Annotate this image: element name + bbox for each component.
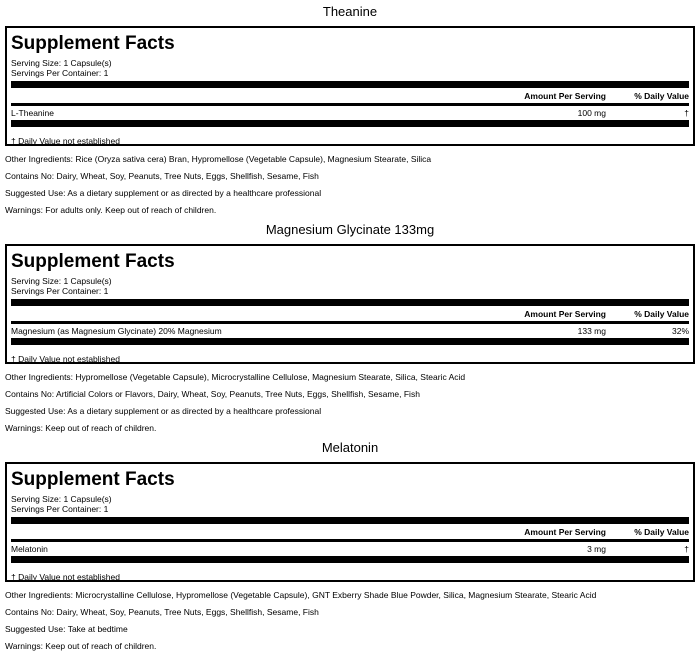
divider-thin	[11, 103, 689, 106]
nutrient-row	[11, 108, 689, 120]
warnings: Warnings: For adults only. Keep out of reach of children.	[5, 205, 217, 215]
divider-thick	[11, 81, 689, 88]
daily-value-header: % Daily Value	[634, 309, 689, 319]
product-title: Theanine	[322, 4, 378, 19]
servings-per-container: Servings Per Container: 1	[11, 68, 109, 78]
suggested-use: Suggested Use: Take at bedtime	[5, 624, 128, 634]
contains-no: Contains No: Dairy, Wheat, Soy, Peanuts, Tree Nuts, Eggs, Shellfish, Sesame, Fish	[5, 171, 319, 181]
other-ingredients: Other Ingredients: Microcrystalline Cellulose, Hypromellose (Vegetable Capsule), GNT Exberry Shade Blue Powder, Silica, Magnesium Stearate, Stearic Acid	[5, 590, 597, 600]
supplement-facts-panel	[5, 244, 695, 364]
divider-thick	[11, 338, 689, 345]
nutrient-daily-value: 32%	[671, 326, 689, 336]
nutrient-daily-value: †	[684, 108, 689, 118]
product-title: Magnesium Glycinate 133mg	[265, 222, 435, 237]
divider-thick	[11, 556, 689, 563]
amount-per-serving-header: Amount Per Serving	[524, 91, 606, 101]
daily-value-header: % Daily Value	[634, 527, 689, 537]
serving-size: Serving Size: 1 Capsule(s)	[11, 494, 112, 504]
divider-thin	[11, 321, 689, 324]
facts-heading: Supplement Facts	[11, 33, 175, 54]
other-ingredients: Other Ingredients: Rice (Oryza sativa cera) Bran, Hypromellose (Vegetable Capsule), Magnesium Stearate, Silica	[5, 154, 432, 164]
product-theanine	[0, 0, 700, 215]
suggested-use: Suggested Use: As a dietary supplement or as directed by a healthcare professional	[5, 406, 322, 416]
amount-per-serving-header: Amount Per Serving	[524, 309, 606, 319]
warnings: Warnings: Keep out of reach of children.	[5, 423, 157, 433]
facts-heading: Supplement Facts	[11, 469, 175, 490]
nutrient-name: L-Theanine	[11, 108, 55, 118]
nutrient-daily-value: †	[684, 544, 689, 554]
amount-per-serving-header: Amount Per Serving	[524, 527, 606, 537]
footnote: † Daily Value not established	[11, 354, 120, 364]
servings-per-container: Servings Per Container: 1	[11, 286, 109, 296]
nutrient-amount: 133 mg	[577, 326, 606, 336]
suggested-use: Suggested Use: As a dietary supplement or as directed by a healthcare professional	[5, 188, 322, 198]
divider-thick	[11, 120, 689, 127]
nutrient-row	[11, 544, 689, 556]
supplement-facts-panel	[5, 462, 695, 582]
facts-heading: Supplement Facts	[11, 251, 175, 272]
supplement-facts-panel	[5, 26, 695, 146]
column-header	[11, 527, 689, 539]
footnote: † Daily Value not established	[11, 572, 120, 582]
footnote: † Daily Value not established	[11, 136, 120, 146]
nutrient-amount: 100 mg	[577, 108, 606, 118]
product-magnesium-glycinate	[0, 218, 700, 433]
product-title: Melatonin	[321, 440, 379, 455]
daily-value-header: % Daily Value	[634, 91, 689, 101]
other-ingredients: Other Ingredients: Hypromellose (Vegetable Capsule), Microcrystalline Cellulose, Magnesium Stearate, Silica, Stearic Acid	[5, 372, 466, 382]
nutrient-amount: 3 mg	[587, 544, 606, 554]
nutrient-name: Magnesium (as Magnesium Glycinate) 20% Magnesium	[11, 326, 222, 336]
divider-thick	[11, 299, 689, 306]
column-header	[11, 91, 689, 103]
nutrient-row	[11, 326, 689, 338]
product-melatonin	[0, 436, 700, 651]
serving-size: Serving Size: 1 Capsule(s)	[11, 276, 112, 286]
divider-thin	[11, 539, 689, 542]
column-header	[11, 309, 689, 321]
nutrient-name: Melatonin	[11, 544, 48, 554]
contains-no: Contains No: Artificial Colors or Flavors, Dairy, Wheat, Soy, Peanuts, Tree Nuts, Eggs, Shellfish, Sesame, Fish	[5, 389, 420, 399]
divider-thick	[11, 517, 689, 524]
warnings: Warnings: Keep out of reach of children.	[5, 641, 157, 651]
servings-per-container: Servings Per Container: 1	[11, 504, 109, 514]
contains-no: Contains No: Dairy, Wheat, Soy, Peanuts, Tree Nuts, Eggs, Shellfish, Sesame, Fish	[5, 607, 319, 617]
serving-size: Serving Size: 1 Capsule(s)	[11, 58, 112, 68]
